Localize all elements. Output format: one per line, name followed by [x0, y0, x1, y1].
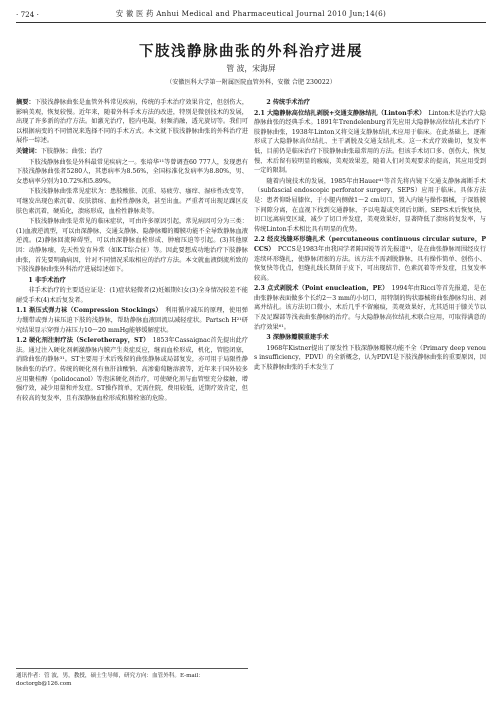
subsection-heading: 2.1 大隐静脉高位结扎剥脱+交通支静脉结扎（Linton手术） — [254, 109, 423, 117]
right-column — [254, 98, 486, 374]
subsection-text: Linton术是治疗大隐静脉曲张的经典手术。1891年Trendelenburg首先应用大隐静脉高位结扎术治疗下肢静脉曲张，1938年Linton又将交通支静脉结扎术应用于临床。在此基础上，逐渐形成了大隐静脉高位结扎、主干剥脱及交通支结扎术。这一术式疗效确切，复发率低，目前仍是临床治疗下肢静脉曲张最常用的方法。但该手术切口多、创伤大、恢复慢、术后留有较明显的瘢痕，美观效果差，随着人们对美观要求的提高，其应用受到一定的限制。 — [254, 109, 486, 175]
subsection-heading: 1.2 硬化剂注射疗法（Sclerotherapy，ST） — [16, 337, 147, 345]
intro-paragraph: 下肢浅静脉曲张是外科最常见疾病之一。张培华¹¹等曾调查60 777人，发现患有下肢浅静脉曲张者5280人，其患病率为8.56%，全国标准化发病率为8.80%，男、女患病率分别为10.72%和5.89%。 — [16, 158, 248, 185]
subsection-text: 1994年由Ricci等首先报道，是在曲张静脉表面做多个长约2～3 mm的小切口，用特制的钩状器械将曲张静脉勾出、剥离并结扎。该方法切口微小，术后几乎不留瘢痕，美观效果好，尤其适用于膝关节以下及足踝部等浅表曲张静脉的治疗。与大隐静脉高位结扎术联合应用，可取得满意的治疗效果⁶¹。 — [254, 285, 487, 331]
subsection-1-1 — [16, 306, 248, 335]
page-number: · 724 · — [16, 9, 39, 19]
subsection-1-2 — [16, 336, 248, 403]
section-heading: 1 非手术治疗 — [28, 276, 66, 284]
section-text: 随着内镜技术的发展，1985年由Hauer⁴¹等首先将内镜下交通支静脉离断手术（subfascial endoscopic perforator surgery，SEPS）应用于临床。具体方法是：患者仰卧屈膝位，于小腿内侧做1～2 cm切口，置入内镜与操作器械，于深筋膜下间隙分离，在直视下找到交通静脉，予以电凝或夹闭后切断。SEPS术后恢复快，切口远离病变区域，减少了切口并发症，美观效果好，显著降低了溃疡的复发率，与传统Linton手术相比具有明显的优势。 — [254, 177, 486, 233]
keywords-label: 关键词： — [16, 147, 41, 155]
footnote: 通讯作者：管 波，男，教授，硕士生导师，研究方向：血管外科。E-mail：doctorgb@126.com — [16, 668, 248, 688]
affiliation: （安徽医科大学第一附属医院血管外科，安徽 合肥 230022） — [166, 79, 336, 86]
section-text: 非手术治疗的主要适应证是：(1)症状轻微者(2)妊娠期妇女(3)全身情况较差不能耐受手术(4)术后复发者。 — [16, 287, 248, 304]
article-title: 下肢浅静脉曲张的外科治疗进展 — [139, 43, 363, 60]
keywords-text: 下肢静脉；曲张；治疗 — [40, 147, 103, 155]
subsection-2-3 — [254, 284, 486, 332]
subsection-2-2 — [254, 235, 486, 283]
subsection-heading: 1.1 渐压式弹力袜（Compression Stockings） — [16, 307, 159, 315]
journal-header — [16, 6, 486, 23]
left-column — [16, 98, 248, 404]
subsection-heading: 2.2 经皮浅缝环形缝扎术（percutaneous continuous circular suture，PCCS） — [254, 236, 486, 253]
abstract-text: 下肢浅静脉曲张是血管外科常见疾病，传统的手术治疗效果肯定，但创伤大，影响美观，恢复较慢。近年来，随着外科手术方法的改进，特别是微创技术的发展，出现了许多新的治疗方法。如激光治疗，腔内电凝，射频消融，透光旋切等。我们可以根据病变的不同情况来选择不同的手术方式。本文就下肢浅静脉曲张的外科治疗进展作一综述。 — [16, 99, 249, 145]
abstract-label: 摘要： — [16, 99, 35, 106]
subsection-text: PCCS是1983年由我国学者陈国锐等首先报道⁵¹，是在曲张静脉周围经皮行连续环形缝扎，使静脉闭塞的方法。该方法不需剥脱静脉，具有操作简单、创伤小、恢复快等优点，但缝扎线长期留于皮下，可出现结节、色素沉着等并发症，且复发率较高。 — [254, 245, 487, 282]
intro-paragraph: 下肢浅静脉曲张常见症状为：患肢酸胀、沉重、易疲劳、瘙痒、湿疹性改变等，可继发出现色素沉着、皮肤溃疡、血栓性静脉炎，甚至出血。严重者可出现足踝区皮肤色素沉着，硬质化，溃疡形成，血栓性静脉炎等。 — [16, 188, 248, 215]
subsection-text: 1853年Cassaignac首先提出此疗法。通过注入硬化剂刺激静脉内膜产生炎症反应，继而血栓形成，机化，管腔闭塞，消除曲张的静脉³¹。ST主要用于术后残留的曲张静脉或局部复发，亦可用于局限性静脉曲张的治疗。传统的硬化剂有鱼肝油酸钠、高渗葡萄糖溶液等，近年来于国外较多应用聚桂醇（polidocanol）等泡沫硬化剂治疗，可使硬化剂与血管壁充分接触，增强疗效，减少用量和并发症。ST操作简单，无需住院，费用较低，近期疗效肯定，但有较高的复发率，且有深静脉血栓形成和肺栓塞的危险。 — [16, 337, 248, 402]
abstract — [16, 98, 248, 146]
section-heading: 3 深静脉瓣膜重建手术 — [266, 334, 329, 342]
section-text: 1968年Kistner提出了原发性下肢深静脉瓣膜功能不全（Primary deep venous insufficiency，PDVI）的全新概念，认为PDVI是下肢浅静脉曲张的重要原因，因此下肢静脉曲张的手术发生了 — [254, 344, 486, 372]
subsection-2-1 — [254, 109, 486, 176]
keywords — [16, 147, 248, 157]
journal-title: 安 徽 医 药 Anhui Medical and Pharmaceutical Journal 2010 Jun;14(6) — [115, 9, 387, 18]
intro-paragraph: 下肢浅静脉曲张是常见的临床症状，可由许多原因引起，常见病因可分为三类：(1)血液逆流型，可以由深静脉、交通支静脉、隐静脉瓣的瓣膜功能不全导致静脉血液逆流。(2)静脉回流障碍型，可以由深静脉血栓形成、肿瘤压迫等引起。(3)其他原因：动静脉瘘，先天性发育异常（如K-T综合征）等。因此要想成功地治疗下肢静脉曲张，首先要明确病因，针对不同情况采取相应的治疗方法。本文就血液倒流所致的下肢浅静脉曲张外科治疗进展综述如下。 — [16, 218, 248, 274]
subsection-heading: 2.3 点式剥脱术（Point enucleation，PE） — [254, 285, 386, 293]
section-heading: 2 传统手术治疗 — [266, 99, 310, 106]
authors: 管 波，宋海屏 — [226, 64, 276, 73]
subsection-text: 利用循序减压的原理，使用弹力绷带或弹力袜压迫下肢的浅静脉，帮助静脉血液回流以减轻症状。Partsch H²¹研究结果显示穿弹力袜压力10～20 mmHg能够缓解症状。 — [16, 307, 248, 334]
